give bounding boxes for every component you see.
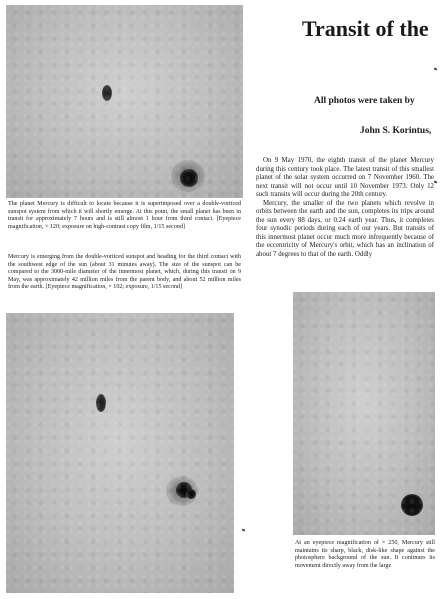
print-speck — [242, 528, 246, 531]
mercury-disk — [401, 494, 423, 516]
photo-caption-bottom-right: At an eyepiece magnification of × 250, Mercury still maintains its sharp, black, disk-like shape against the photosphere background of the sun. It continues its movement directly away from the large — [295, 540, 435, 569]
photo-credit-intro: All photos were taken by — [314, 96, 415, 106]
photo-caption-top-left: The planet Mercury is difficult to locate because it is superimposed over a double-vorticed sunspot system from which it will shortly emerge. At this point, the small planet has been in transit for approximately 7 hours and is still almost 1 hour from third contact. [Eyepiece magnification, × 120; exposure on high-contrast copy film, 1/15 second] — [8, 201, 241, 230]
article-paragraph: Mercury, the smaller of the two planets which revolve in orbits between the earth and the sun, completes its trips around the sun every 88 days, or 0.24 earth year. Thus, it completes four synodic periods during each of our years. But transits of this innermost planet occur much more infrequently because of the eccentricity of Mercury's orbit, which has an inclination of about 7 degrees to that of the earth. Oddly — [256, 199, 434, 259]
article-body — [256, 157, 434, 260]
mercury-disk — [96, 394, 106, 412]
photo-mercury-high-magnification — [293, 292, 435, 535]
sunspot-penumbra — [171, 160, 205, 192]
print-speck — [434, 180, 438, 183]
sunspot-second-vortex — [186, 489, 196, 499]
sunspot-umbra — [180, 169, 198, 187]
photo-mercury-emerging — [6, 313, 234, 593]
print-speck — [434, 67, 438, 70]
photo-credit-author: John S. Korintus, — [360, 126, 432, 136]
photo-caption-bottom-left: Mercury is emerging from the double-vorticed sunspot and heading for the third contact with the southwest edge of the sun (about 31 minutes away). The size of the sunspot can be compared to the 3000-mile diameter of the innermost planet, which, during this transit on 9 May, was approximately 42 million miles from the parent body, and about 52 million miles from the earth. [Eyepiece magnification, × 102; exposure, 1/15 second] — [8, 254, 241, 291]
article-paragraph: On 9 May 1970, the eighth transit of the planet Mercury during this century took place. The latest transit of this smallest planet of the solar system occurred on 7 November 1960. The next transit will not occur until 10 November 1973. Only 12 such transits will occur during the 20th century. — [256, 157, 434, 199]
mercury-disk — [102, 85, 112, 101]
page-title: Transit of the — [302, 16, 429, 41]
sunspot-penumbra — [166, 476, 198, 506]
sunspot-umbra — [176, 482, 192, 498]
photo-mercury-near-sunspot — [6, 5, 243, 198]
